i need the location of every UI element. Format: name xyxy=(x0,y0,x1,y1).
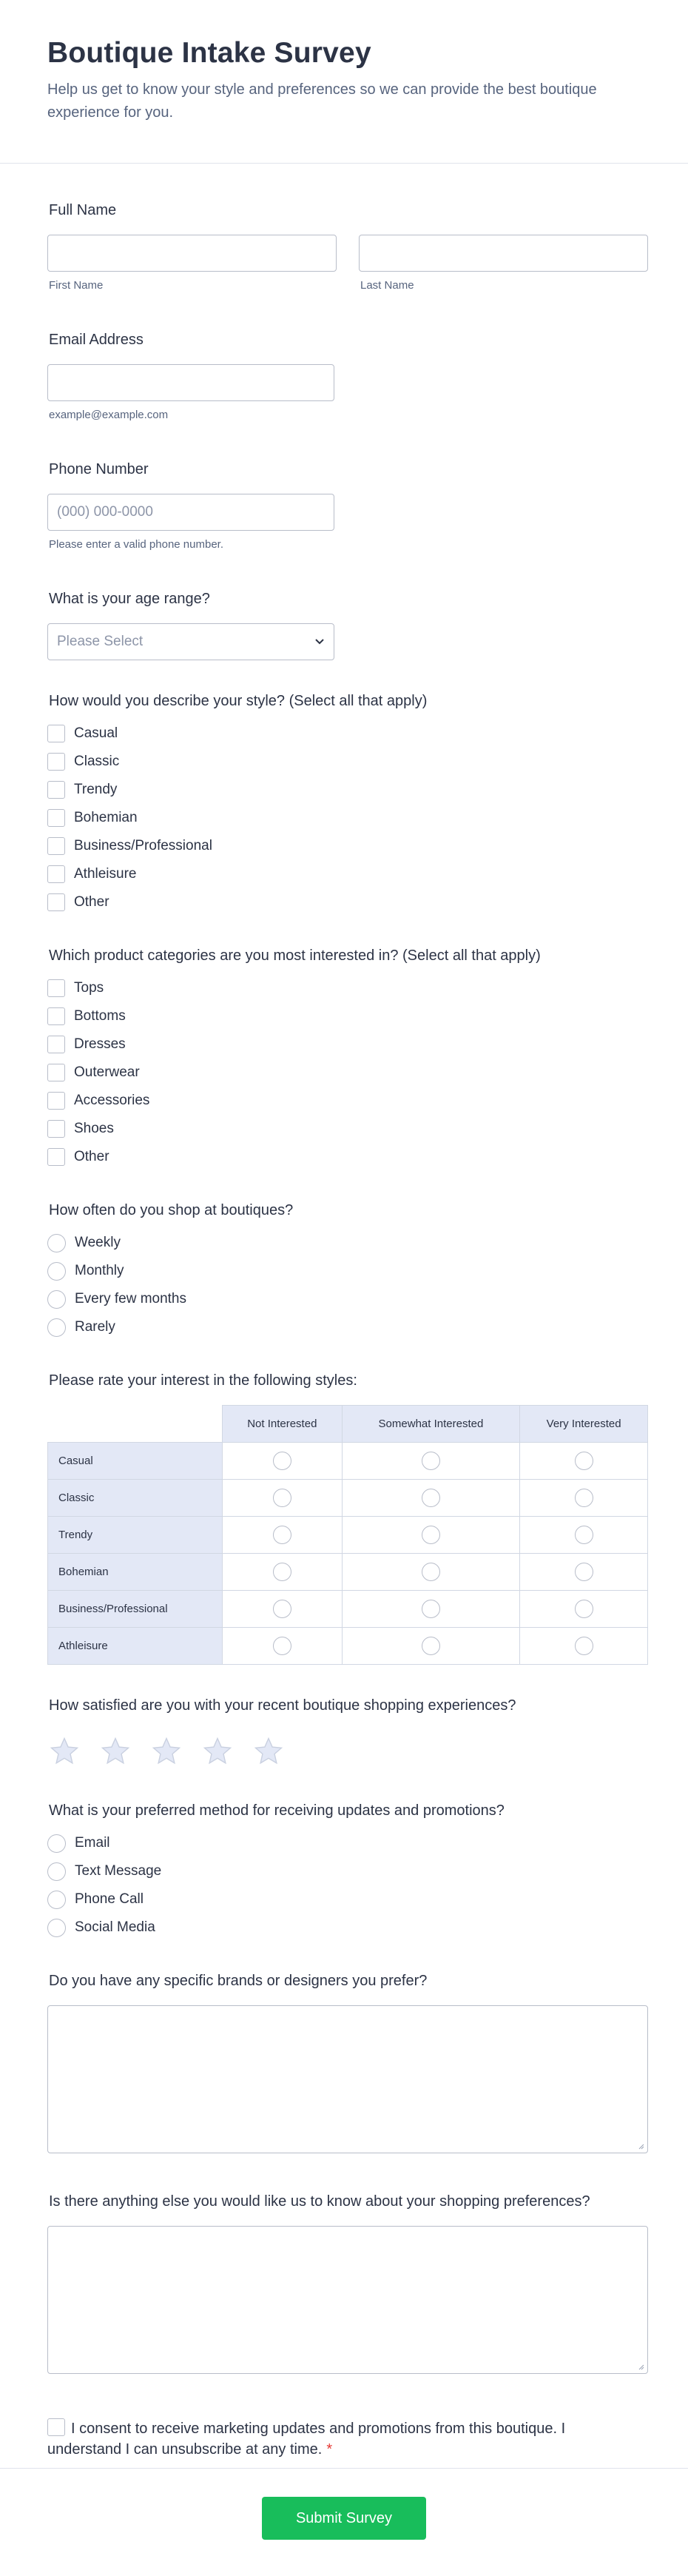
contact-method-option-label: Social Media xyxy=(75,1919,155,1935)
phone-label: Phone Number xyxy=(49,461,149,477)
style-option[interactable] xyxy=(47,748,648,776)
checkbox[interactable] xyxy=(47,1064,65,1081)
checkbox[interactable] xyxy=(47,837,65,855)
matrix-radio-button[interactable] xyxy=(422,1600,440,1618)
matrix-cell xyxy=(223,1628,343,1665)
star-icon[interactable] xyxy=(49,1736,80,1767)
matrix-radio-button[interactable] xyxy=(273,1452,291,1470)
matrix-column-header: Not Interested xyxy=(223,1406,343,1443)
frequency-option[interactable] xyxy=(47,1285,648,1313)
matrix-table xyxy=(47,1405,648,1665)
phone-input[interactable]: (000) 000-0000 xyxy=(47,494,334,531)
radio-button[interactable] xyxy=(47,1290,66,1309)
contact-method-option-label: Text Message xyxy=(75,1863,162,1879)
matrix-label: Please rate your interest in the following styles: xyxy=(49,1372,357,1389)
matrix-row-label: Classic xyxy=(48,1480,223,1517)
frequency-option-label: Every few months xyxy=(75,1291,186,1307)
checkbox[interactable] xyxy=(47,865,65,883)
matrix-row xyxy=(48,1517,648,1554)
matrix-row-label: Business/Professional xyxy=(48,1591,223,1628)
checkbox[interactable] xyxy=(47,979,65,997)
category-option[interactable] xyxy=(47,1030,648,1059)
contact-method-option[interactable] xyxy=(47,1829,648,1857)
matrix-row-label: Athleisure xyxy=(48,1628,223,1665)
matrix-row xyxy=(48,1554,648,1591)
style-question xyxy=(47,691,648,916)
matrix-cell xyxy=(223,1554,343,1591)
satisfaction-label: How satisfied are you with your recent boutique shopping experiences? xyxy=(49,1697,516,1714)
page-subtitle: Help us get to know your style and preferences so we can provide the best boutique experience for you. xyxy=(47,81,597,121)
matrix-cell xyxy=(520,1517,648,1554)
matrix-radio-button[interactable] xyxy=(273,1637,291,1655)
matrix-row xyxy=(48,1628,648,1665)
resize-grip-icon[interactable] xyxy=(637,2142,644,2150)
matrix-radio-button[interactable] xyxy=(575,1600,593,1618)
category-option-label: Accessories xyxy=(74,1093,150,1108)
radio-button[interactable] xyxy=(47,1834,66,1853)
brands-textarea[interactable] xyxy=(47,2005,648,2153)
age-select-placeholder: Please Select xyxy=(57,634,144,649)
contact-method-option[interactable] xyxy=(47,1885,648,1913)
age-select[interactable] xyxy=(47,623,334,660)
category-option[interactable] xyxy=(47,1115,648,1143)
style-option-label: Trendy xyxy=(74,782,118,797)
satisfaction-question xyxy=(47,1696,648,1767)
star-icon[interactable] xyxy=(100,1736,131,1767)
style-option[interactable] xyxy=(47,720,648,748)
category-option-label: Outerwear xyxy=(74,1064,140,1080)
style-option[interactable] xyxy=(47,804,648,832)
matrix-radio-button[interactable] xyxy=(575,1489,593,1507)
contact-method-question xyxy=(47,1801,648,1942)
style-option-label: Casual xyxy=(74,725,118,741)
checkbox[interactable] xyxy=(47,725,65,742)
star-rating xyxy=(47,1736,648,1767)
style-option-label: Classic xyxy=(74,754,120,769)
matrix-question xyxy=(47,1371,648,1665)
matrix-corner xyxy=(48,1406,223,1443)
matrix-row-label: Trendy xyxy=(48,1517,223,1554)
frequency-option[interactable] xyxy=(47,1313,648,1341)
category-option[interactable] xyxy=(47,1059,648,1087)
matrix-radio-button[interactable] xyxy=(575,1452,593,1470)
frequency-option-label: Weekly xyxy=(75,1235,121,1250)
checkbox[interactable] xyxy=(47,781,65,799)
matrix-radio-button[interactable] xyxy=(273,1526,291,1544)
matrix-row xyxy=(48,1591,648,1628)
matrix-radio-button[interactable] xyxy=(422,1489,440,1507)
style-option-label: Bohemian xyxy=(74,810,138,825)
radio-button[interactable] xyxy=(47,1862,66,1881)
matrix-row xyxy=(48,1480,648,1517)
chevron-down-icon xyxy=(314,638,325,645)
last-name-sublabel: Last Name xyxy=(360,279,414,292)
checkbox[interactable] xyxy=(47,1007,65,1025)
anything-else-textarea[interactable] xyxy=(47,2226,648,2374)
email-label: Email Address xyxy=(49,332,144,348)
matrix-cell xyxy=(342,1628,520,1665)
matrix-cell xyxy=(342,1517,520,1554)
matrix-cell xyxy=(520,1443,648,1480)
email-input[interactable] xyxy=(47,364,334,401)
contact-method-label: What is your preferred method for receiving updates and promotions? xyxy=(49,1802,505,1819)
category-option[interactable] xyxy=(47,1002,648,1030)
checkbox[interactable] xyxy=(47,1148,65,1166)
matrix-cell xyxy=(342,1591,520,1628)
category-option-label: Shoes xyxy=(74,1121,114,1136)
phone-sublabel: Please enter a valid phone number. xyxy=(49,538,223,551)
frequency-label: How often do you shop at boutiques? xyxy=(49,1202,294,1218)
matrix-cell xyxy=(223,1480,343,1517)
age-label: What is your age range? xyxy=(49,591,210,607)
matrix-cell xyxy=(223,1517,343,1554)
checkbox[interactable] xyxy=(47,753,65,771)
category-option[interactable] xyxy=(47,1087,648,1115)
radio-button[interactable] xyxy=(47,1234,66,1252)
brands-label: Do you have any specific brands or designers you prefer? xyxy=(49,1973,428,1989)
matrix-cell xyxy=(520,1480,648,1517)
star-icon[interactable] xyxy=(253,1736,284,1767)
consent-text: I consent to receive marketing updates and promotions from this boutique. I understand I can unsubscribe at any time. xyxy=(47,2421,566,2458)
matrix-radio-button[interactable] xyxy=(422,1637,440,1655)
category-option[interactable] xyxy=(47,974,648,1002)
checkbox[interactable] xyxy=(47,1120,65,1138)
resize-grip-icon[interactable] xyxy=(637,2363,644,2370)
radio-button[interactable] xyxy=(47,1891,66,1909)
contact-method-option[interactable] xyxy=(47,1857,648,1885)
consent-checkbox[interactable] xyxy=(47,2418,65,2436)
style-options xyxy=(47,720,648,916)
matrix-row-label: Casual xyxy=(48,1443,223,1480)
frequency-option-label: Rarely xyxy=(75,1319,115,1335)
radio-button[interactable] xyxy=(47,1318,66,1337)
style-option[interactable] xyxy=(47,832,648,860)
matrix-radio-button[interactable] xyxy=(575,1637,593,1655)
matrix-cell xyxy=(520,1591,648,1628)
category-option[interactable] xyxy=(47,1143,648,1171)
last-name-input[interactable] xyxy=(359,235,648,272)
category-option-label: Dresses xyxy=(74,1036,126,1052)
style-option[interactable] xyxy=(47,860,648,888)
matrix-column-header: Very Interested xyxy=(520,1406,648,1443)
full-name-question xyxy=(47,201,648,292)
consent-question xyxy=(47,2418,595,2460)
style-option-label: Athleisure xyxy=(74,866,137,882)
matrix-row xyxy=(48,1443,648,1480)
email-sublabel: example@example.com xyxy=(49,409,169,421)
matrix-radio-button[interactable] xyxy=(273,1563,291,1581)
anything-else-question xyxy=(47,2192,648,2374)
frequency-options xyxy=(47,1229,648,1341)
checkbox[interactable] xyxy=(47,1036,65,1053)
category-option-label: Tops xyxy=(74,980,104,996)
checkbox[interactable] xyxy=(47,893,65,911)
style-label: How would you describe your style? (Select all that apply) xyxy=(49,693,428,709)
matrix-radio-button[interactable] xyxy=(273,1489,291,1507)
age-question xyxy=(47,589,648,660)
categories-question xyxy=(47,946,648,1171)
matrix-radio-button[interactable] xyxy=(575,1563,593,1581)
contact-method-option-label: Phone Call xyxy=(75,1891,144,1907)
matrix-radio-button[interactable] xyxy=(422,1526,440,1544)
contact-method-option-label: Email xyxy=(75,1835,110,1851)
matrix-radio-button[interactable] xyxy=(422,1452,440,1470)
category-option-label: Other xyxy=(74,1149,109,1164)
frequency-option[interactable] xyxy=(47,1257,648,1285)
required-mark: * xyxy=(326,2441,333,2458)
form-footer xyxy=(0,2468,688,2576)
checkbox[interactable] xyxy=(47,1092,65,1110)
phone-question xyxy=(47,460,648,551)
contact-method-option[interactable] xyxy=(47,1913,648,1942)
matrix-cell xyxy=(223,1443,343,1480)
style-option-label: Business/Professional xyxy=(74,838,212,853)
star-icon[interactable] xyxy=(151,1736,182,1767)
categories-label: Which product categories are you most interested in? (Select all that apply) xyxy=(49,947,541,964)
first-name-sublabel: First Name xyxy=(49,279,104,292)
full-name-label: Full Name xyxy=(49,202,117,218)
frequency-option-label: Monthly xyxy=(75,1263,124,1278)
star-icon[interactable] xyxy=(202,1736,233,1767)
matrix-cell xyxy=(342,1554,520,1591)
frequency-option[interactable] xyxy=(47,1229,648,1257)
matrix-radio-button[interactable] xyxy=(575,1526,593,1544)
matrix-cell xyxy=(342,1443,520,1480)
brands-question xyxy=(47,1971,648,2153)
radio-button[interactable] xyxy=(47,1262,66,1281)
style-option[interactable] xyxy=(47,888,648,916)
matrix-cell xyxy=(520,1628,648,1665)
anything-else-label: Is there anything else you would like us to know about your shopping preferences? xyxy=(49,2193,590,2210)
style-option-label: Other xyxy=(74,894,109,910)
categories-options xyxy=(47,974,648,1171)
email-question xyxy=(47,330,648,421)
submit-button[interactable]: Submit Survey xyxy=(262,2497,426,2540)
matrix-cell xyxy=(223,1591,343,1628)
matrix-column-header: Somewhat Interested xyxy=(342,1406,520,1443)
matrix-cell xyxy=(342,1480,520,1517)
page-title: Boutique Intake Survey xyxy=(47,37,371,69)
matrix-radio-button[interactable] xyxy=(422,1563,440,1581)
first-name-input[interactable] xyxy=(47,235,337,272)
form-header xyxy=(0,0,688,164)
frequency-question xyxy=(47,1201,648,1341)
matrix-row-label: Bohemian xyxy=(48,1554,223,1591)
category-option-label: Bottoms xyxy=(74,1008,126,1024)
radio-button[interactable] xyxy=(47,1919,66,1937)
matrix-cell xyxy=(520,1554,648,1591)
contact-method-options xyxy=(47,1829,648,1942)
style-option[interactable] xyxy=(47,776,648,804)
matrix-radio-button[interactable] xyxy=(273,1600,291,1618)
checkbox[interactable] xyxy=(47,809,65,827)
